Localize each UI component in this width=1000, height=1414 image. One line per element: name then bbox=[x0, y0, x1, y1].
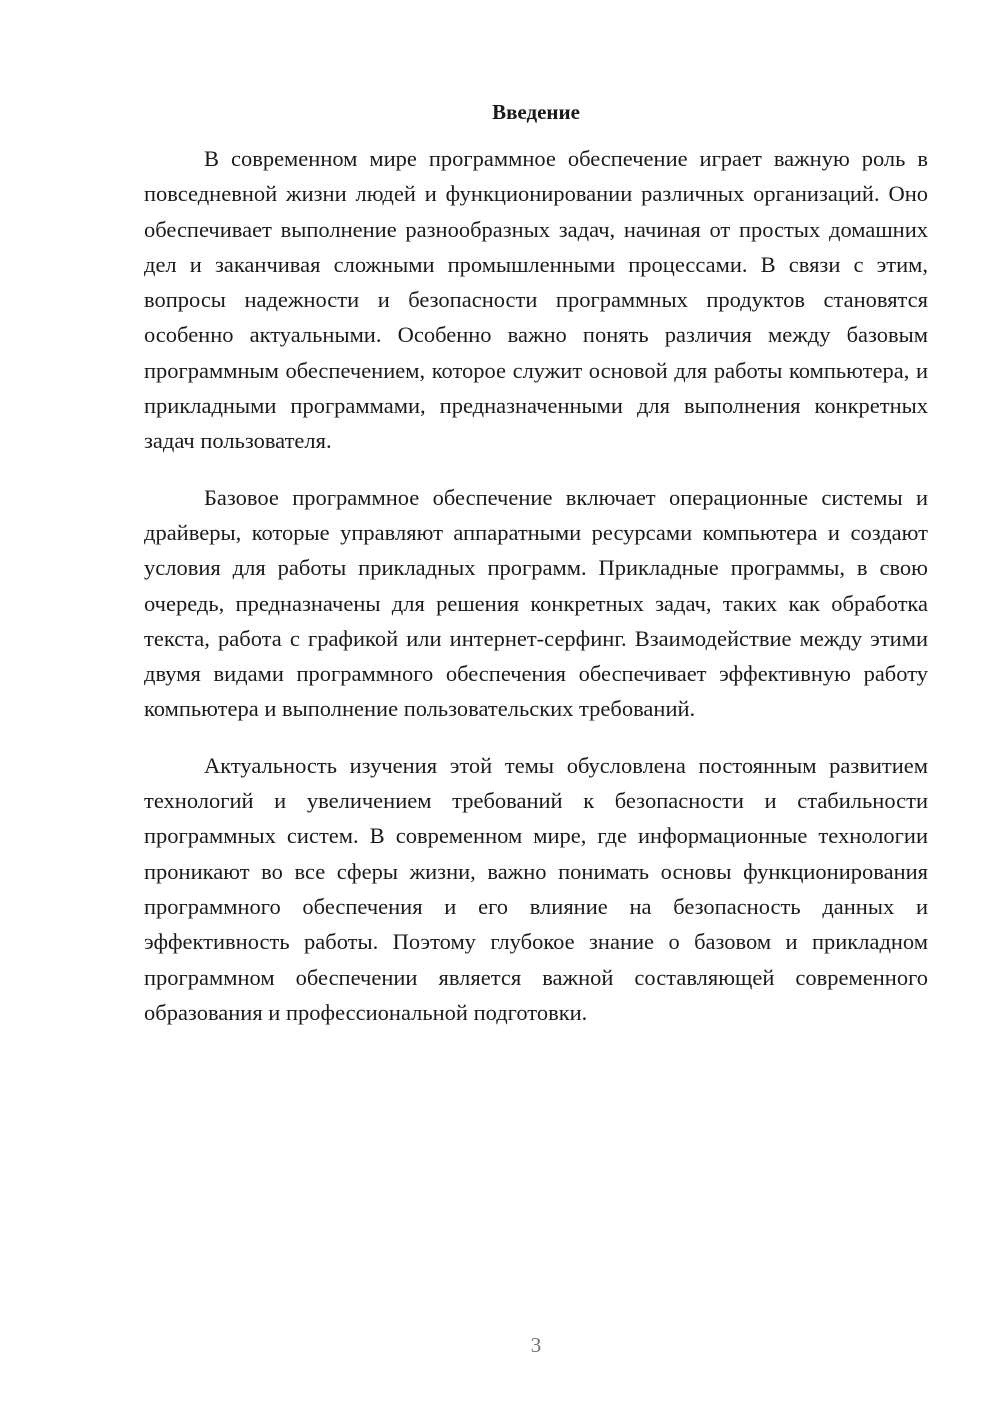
body-text bbox=[144, 141, 928, 1051]
paragraph-1: В современном мире программное обеспечение играет важную роль в повседневной жизни людей и функционировании различных организаций. Оно обеспечивает выполнение разнообразных задач, начиная от простых домашних дел и заканчивая сложными промышленными процессами. В связи с этим, вопросы надежности и безопасности программных продуктов становятся особенно актуальными. Особенно важно понять различия между базовым программным обеспечением, которое служит основой для работы компьютера, и прикладными программами, предназначенными для выполнения конкретных задач пользователя. bbox=[144, 146, 928, 454]
section-title: Введение bbox=[492, 100, 580, 124]
page-number: 3 bbox=[530, 1333, 542, 1357]
paragraph-3: Актуальность изучения этой темы обусловлена постоянным развитием технологий и увеличением требований к безопасности и стабильности программных систем. В современном мире, где информационные технологии проникают во все сферы жизни, важно понимать основы функционирования программного обеспечения и его влияние на безопасность данных и эффективность работы. Поэтому глубокое знание о базовом и прикладном программном обеспечении является важной составляющей современного образования и профессиональной подготовки. bbox=[144, 752, 928, 1025]
paragraph-2: Базовое программное обеспечение включает операционные системы и драйверы, которые управляют аппаратными ресурсами компьютера и создают условия для работы прикладных программ. Прикладные программы, в свою очередь, предназначены для решения конкретных задач, таких как обработка текста, работа с графикой или интернет-серфинг. Взаимодействие между этими двумя видами программного обеспечения обеспечивает эффективную работу компьютера и выполнение пользовательских требований. bbox=[144, 484, 928, 722]
